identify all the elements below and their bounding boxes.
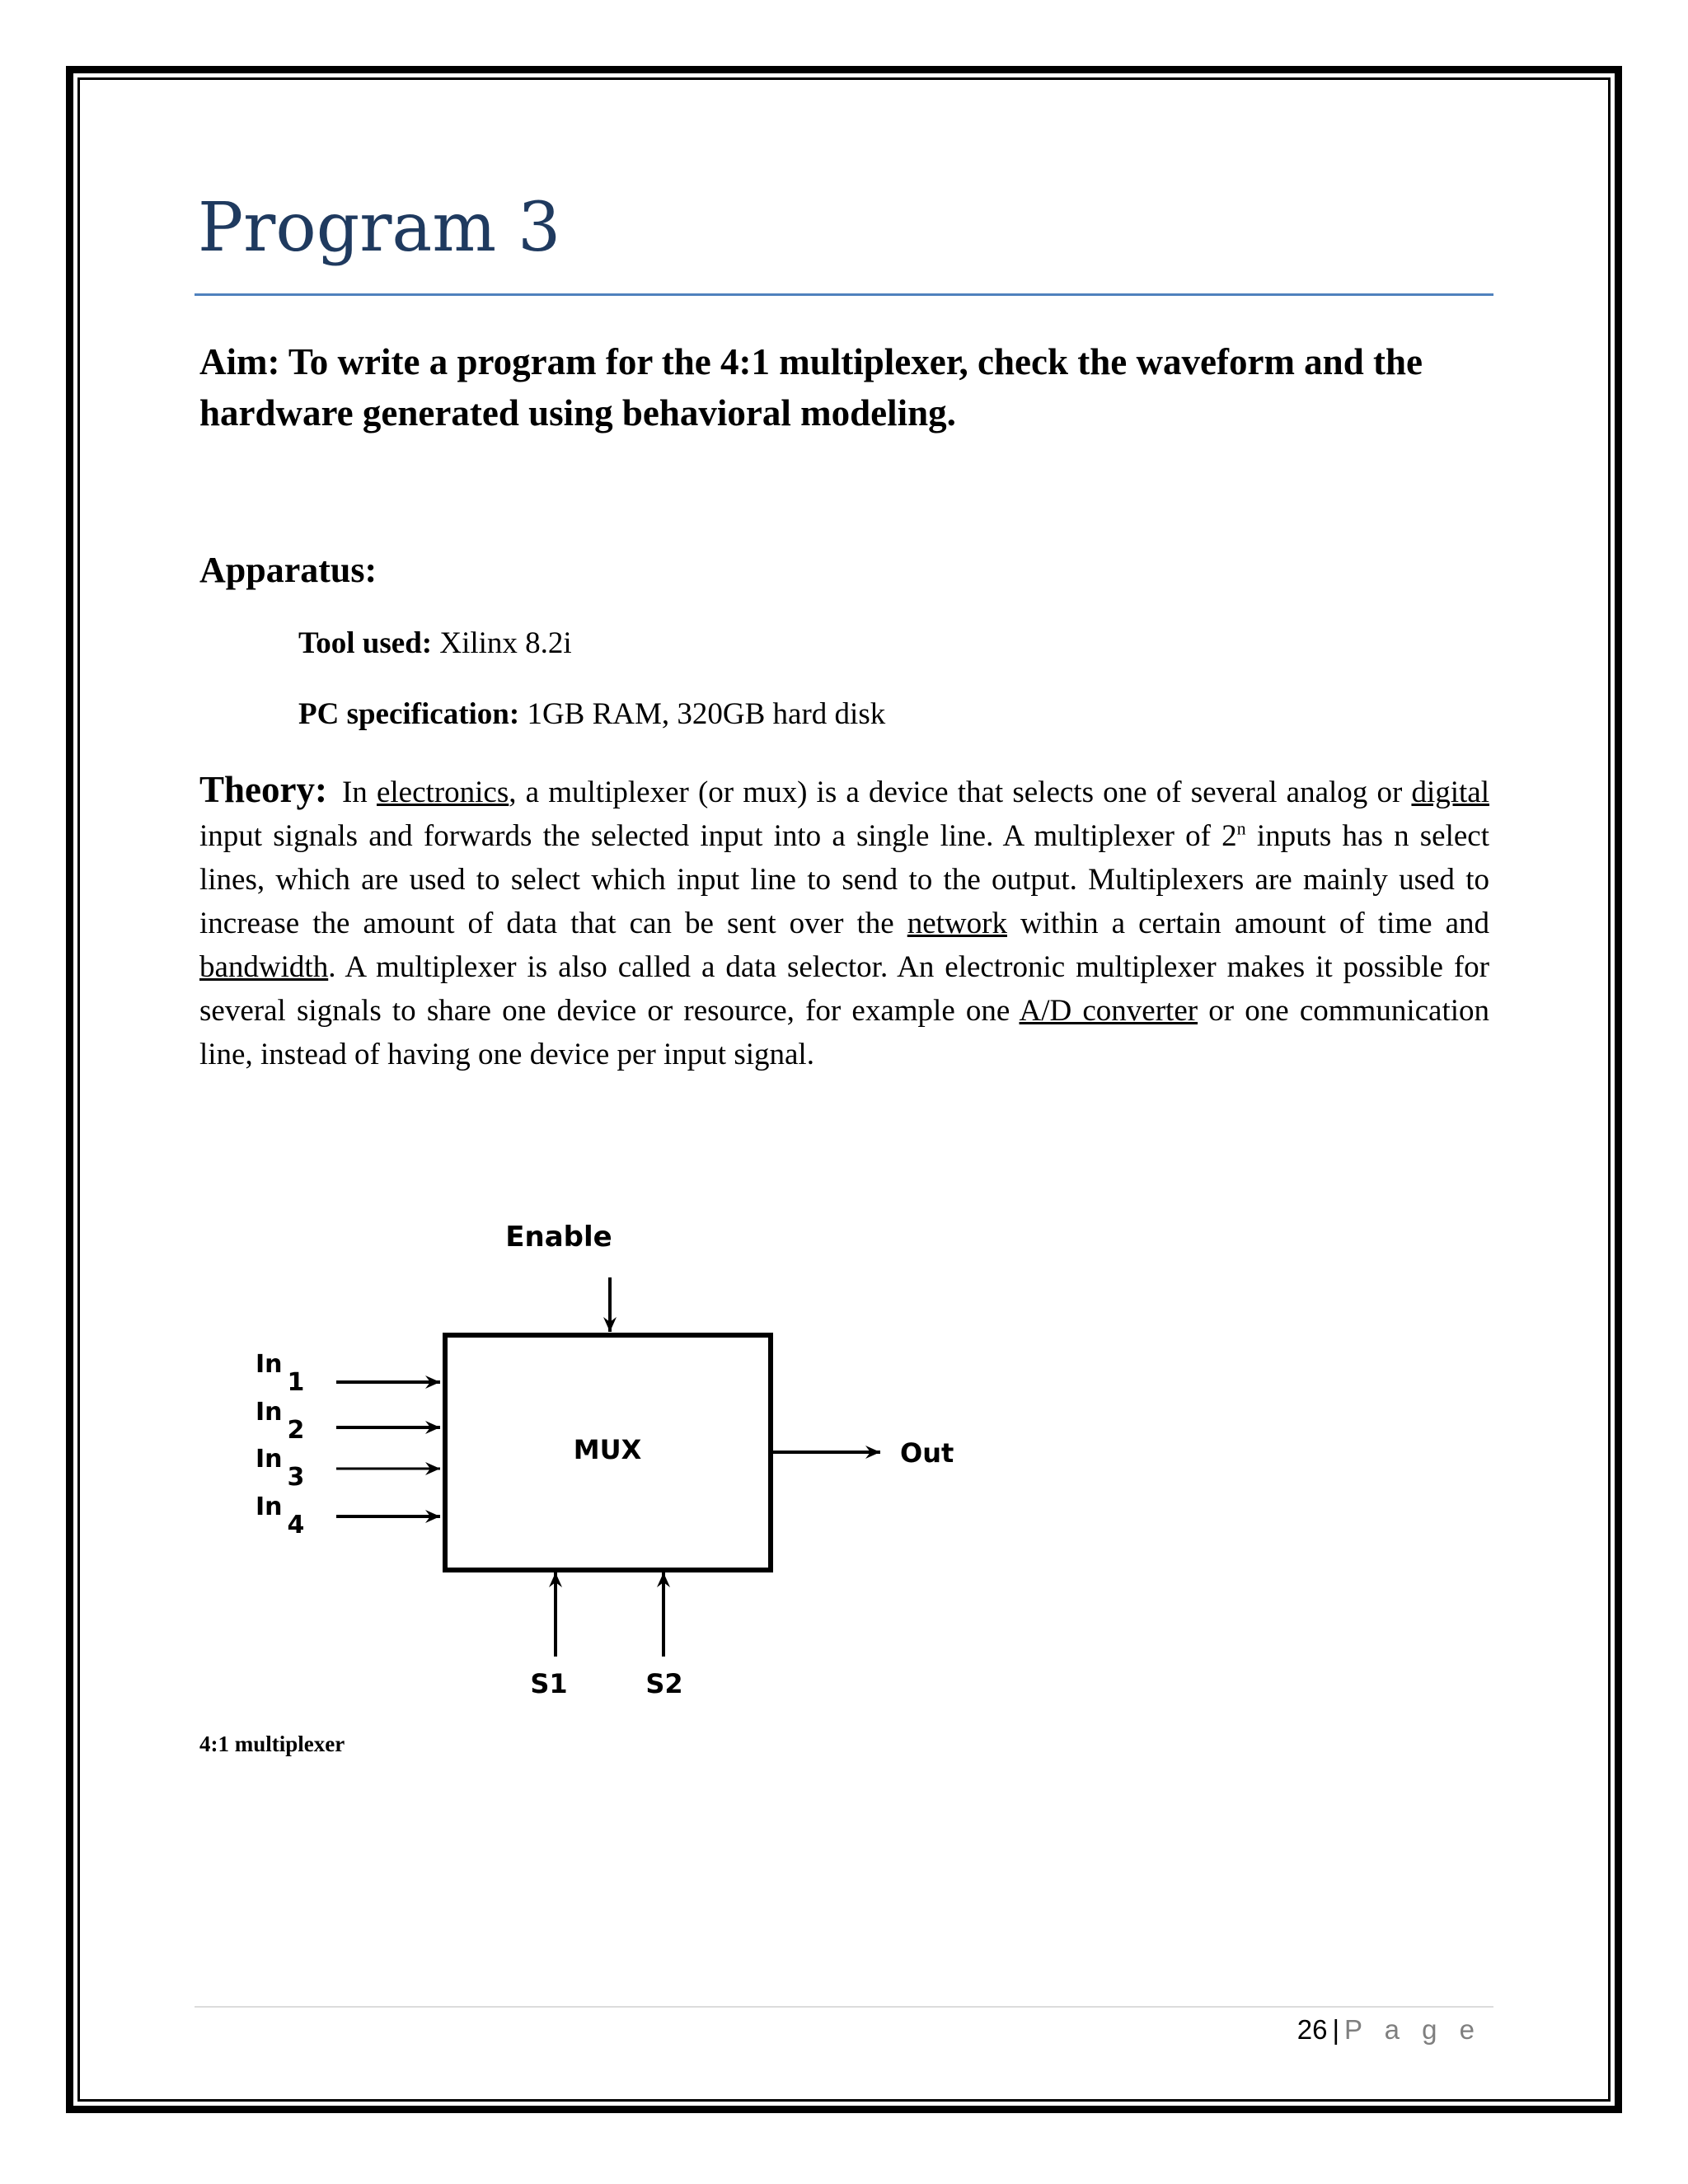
select-label-s2: S2 (645, 1668, 683, 1699)
figure-caption: 4:1 multiplexer (199, 1732, 345, 1756)
tool-used-line (298, 625, 572, 663)
input-prefix: In (256, 1398, 283, 1427)
theory-text-6: . A multiplexer is also called a data selector. An electronic multiplexer makes it possible for several signals to share one device or resource, for example one (199, 950, 1489, 1028)
input-prefix: In (256, 1445, 283, 1474)
page-footer (1297, 2011, 1482, 2049)
out-label: Out (900, 1437, 954, 1469)
link-bandwidth[interactable]: bandwidth (199, 950, 329, 984)
link-digital[interactable]: digital (1411, 776, 1489, 809)
superscript-n: n (1236, 818, 1246, 839)
theory-text-5: within a certain amount of time and (1006, 907, 1489, 940)
input-label-2 (256, 1398, 304, 1445)
input-prefix: In (256, 1350, 283, 1379)
link-ad-converter[interactable]: A/D converter (1019, 994, 1198, 1028)
apparatus-heading: Apparatus: (199, 550, 377, 590)
footer-rule (195, 2006, 1493, 2008)
input-subscript: 3 (287, 1463, 305, 1492)
theory-text-4: inputs has n select lines, which are used to select which input line to send to the output. Multiplexers are mainly used to increase the amount of data that can be sent over the (199, 819, 1489, 940)
pc-spec-label: PC specification: (298, 697, 520, 731)
enable-label: Enable (505, 1221, 612, 1254)
input-label-3 (256, 1445, 304, 1492)
input-prefix: In (256, 1493, 283, 1521)
input-subscript: 2 (287, 1416, 305, 1445)
page-number: 26 (1296, 2014, 1328, 2045)
theory-paragraph (199, 768, 1489, 1076)
link-electronics[interactable]: electronics (376, 776, 509, 809)
page-word: P a g e (1344, 2014, 1482, 2045)
input-subscript: 4 (287, 1511, 305, 1540)
select-label-s1: S1 (530, 1668, 568, 1699)
pc-spec-line (298, 696, 885, 733)
mux-label: MUX (573, 1434, 642, 1465)
theory-text-1: In (341, 776, 377, 809)
theory-heading: Theory: (199, 769, 327, 810)
input-subscript: 1 (287, 1368, 305, 1397)
tool-used-value: Xilinx 8.2i (432, 626, 572, 660)
title-underline (195, 293, 1493, 296)
page-title: Program 3 (198, 189, 561, 267)
theory-text-3: input signals and forwards the selected input into a single line. A multiplexer of 2 (199, 819, 1237, 853)
link-network[interactable]: network (907, 907, 1007, 940)
tool-used-label: Tool used: (298, 626, 433, 660)
mux-diagram (239, 1220, 981, 1714)
input-label-1 (256, 1350, 304, 1397)
theory-text-7: or one communication line, instead of having one device per input signal. (199, 994, 1490, 1071)
pc-spec-value: 1GB RAM, 320GB hard disk (519, 697, 886, 731)
input-label-4 (256, 1493, 304, 1540)
footer-separator: | (1332, 2014, 1340, 2045)
aim-statement: Aim: To write a program for the 4:1 multiplexer, check the waveform and the hardware generated using behavioral modeling. (199, 341, 1423, 434)
theory-text-2: , a multiplexer (or mux) is a device that selects one of several analog or (509, 776, 1412, 809)
